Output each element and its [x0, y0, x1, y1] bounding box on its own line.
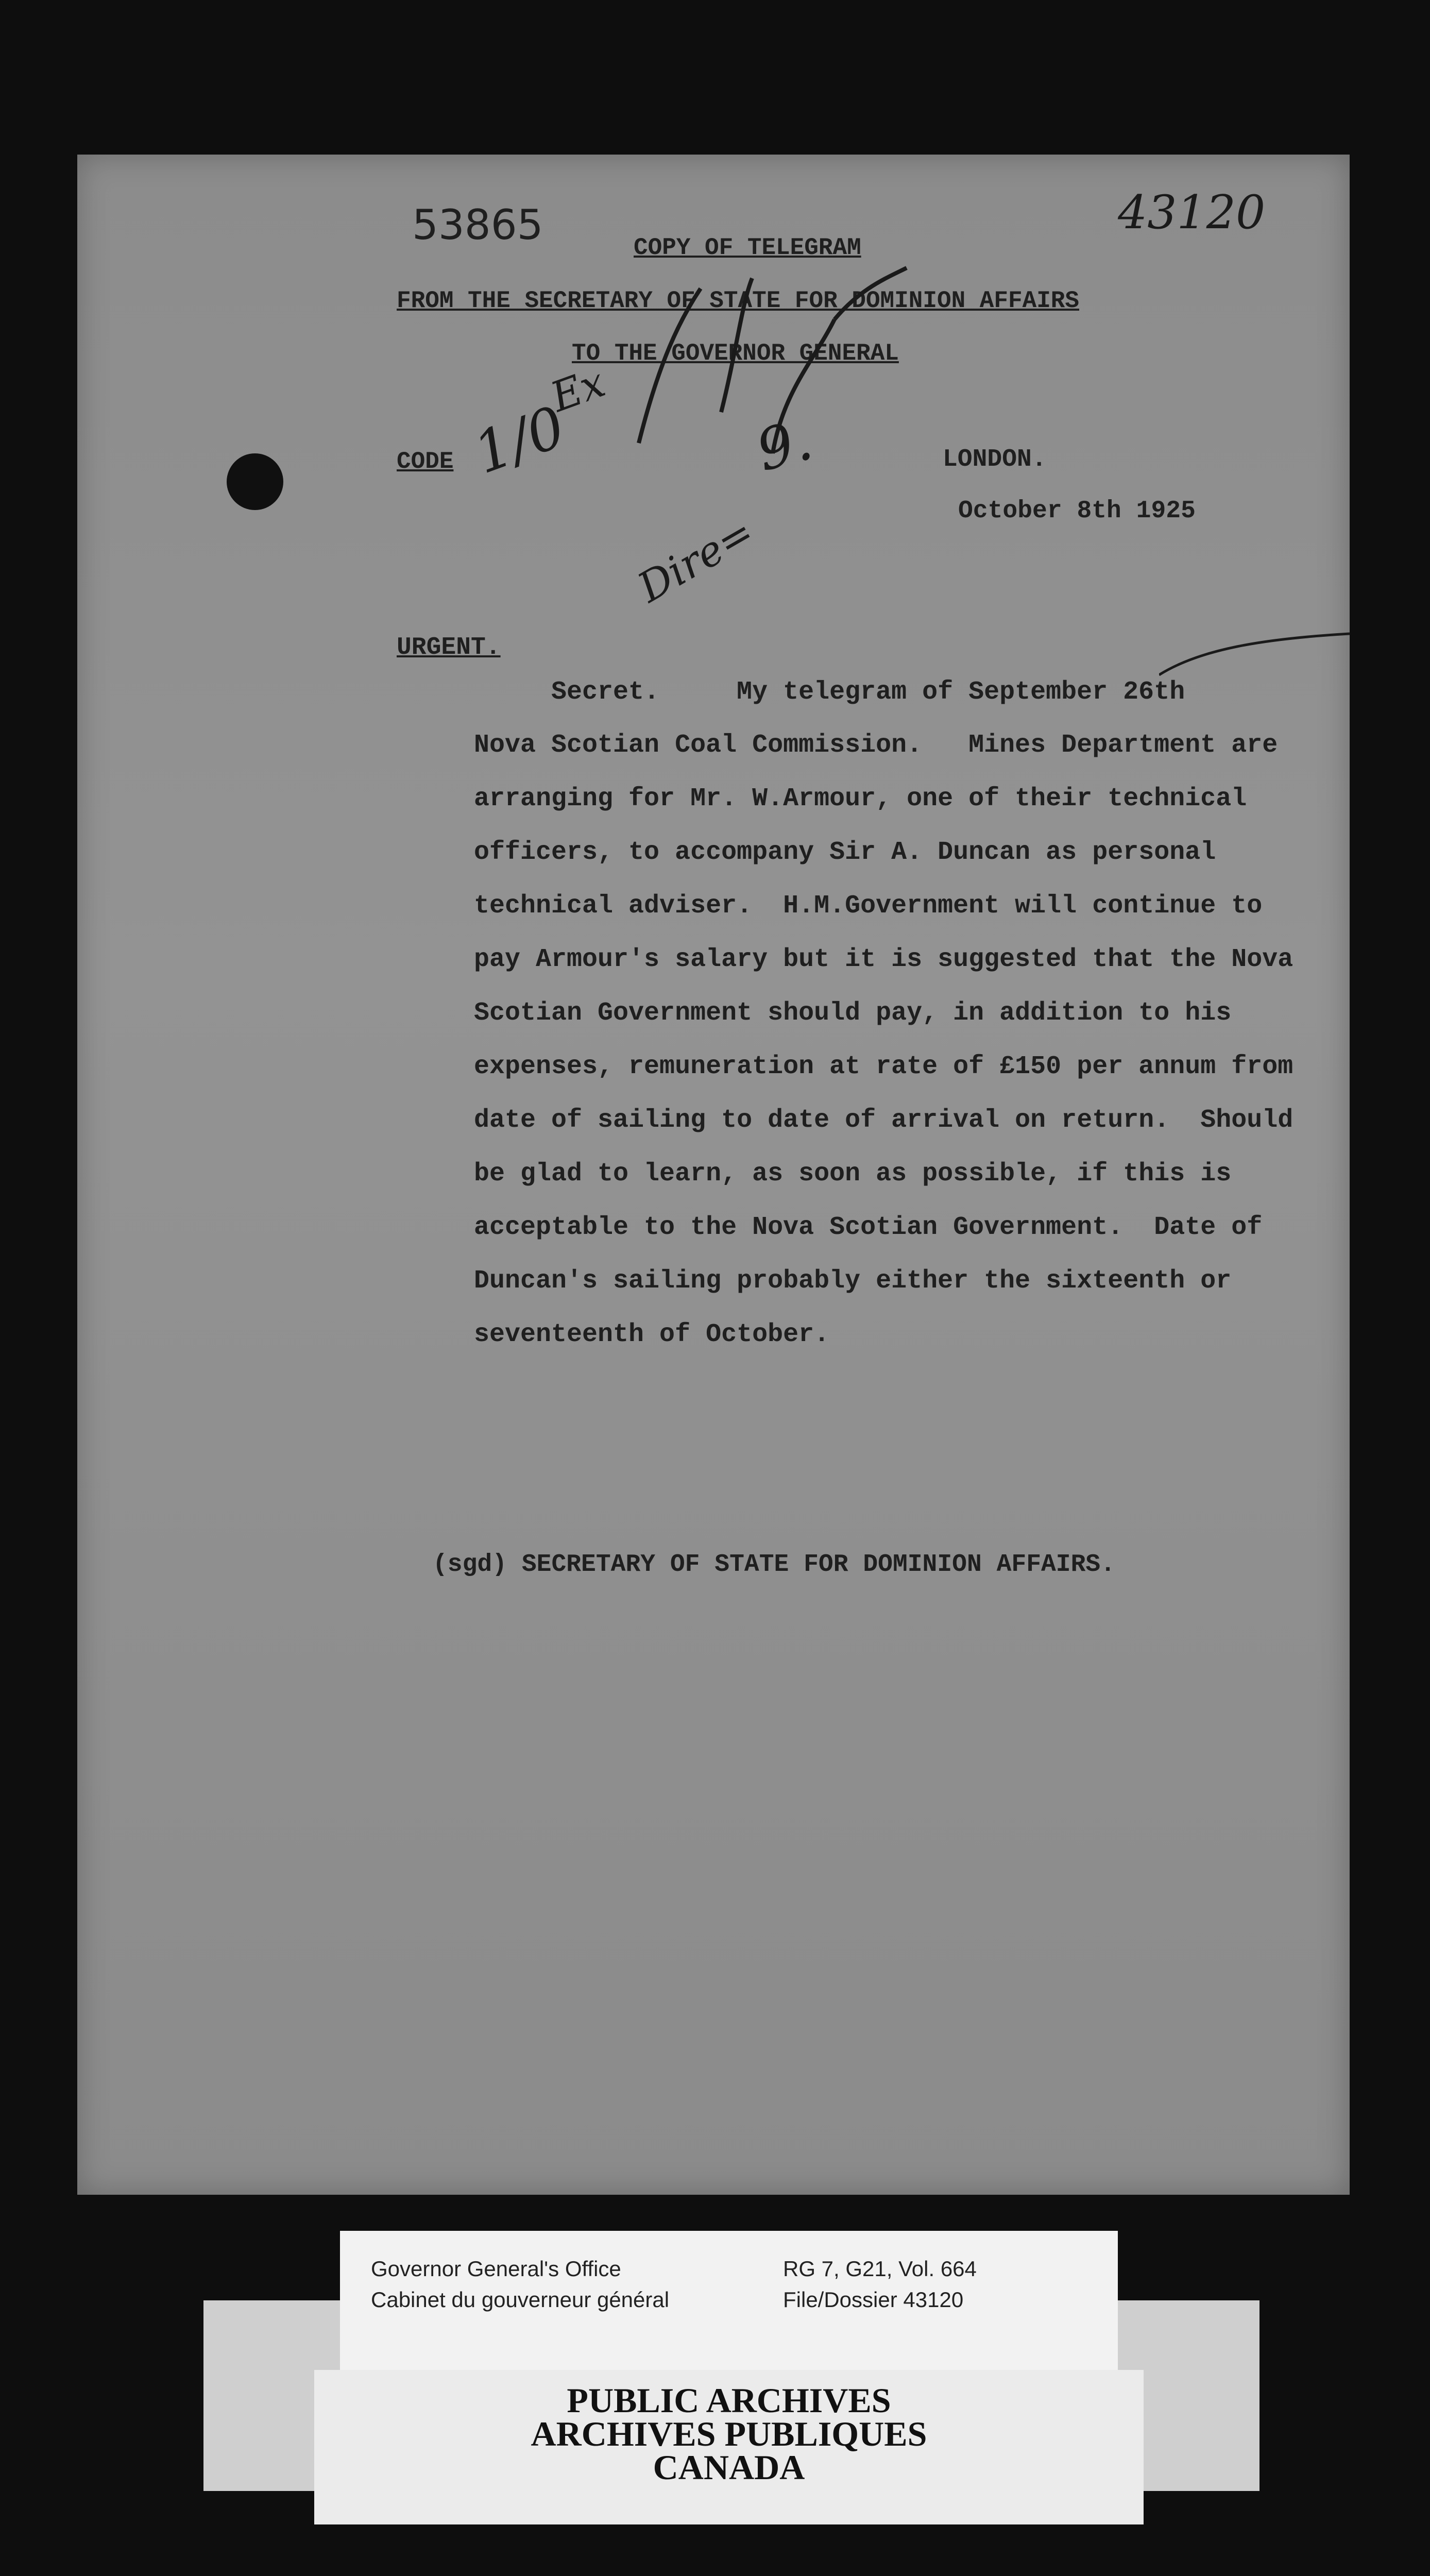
- body-line: arranging for Mr. W.Armour, one of their technical: [474, 784, 1247, 814]
- archives-stamp-line-3: CANADA: [653, 2448, 805, 2487]
- body-line: officers, to accompany Sir A. Duncan as personal: [474, 838, 1216, 867]
- date: October 8th 1925: [958, 497, 1196, 525]
- body-line: acceptable to the Nova Scotian Government. Date of: [474, 1213, 1263, 1242]
- body-line: expenses, remuneration at rate of £150 per annum from: [474, 1052, 1293, 1081]
- archive-id-stamp: 53865: [412, 201, 543, 249]
- archives-stamp: [314, 2370, 1144, 2524]
- body-line: Duncan's sailing probably either the sixteenth or: [474, 1266, 1232, 1296]
- telegram-page: [77, 155, 1350, 2195]
- body-line: Secret. My telegram of September 26th: [551, 677, 1185, 707]
- pen-stroke-line: [1159, 618, 1350, 680]
- body-line: be glad to learn, as soon as possible, if this is: [474, 1159, 1232, 1189]
- archive-label-office-en: Governor General's Office: [371, 2257, 621, 2281]
- body-line: Scotian Government should pay, in addition to his: [474, 998, 1232, 1028]
- archives-stamp-line-1: PUBLIC ARCHIVES: [567, 2381, 891, 2420]
- handwritten-note-4: Dire=: [629, 507, 762, 612]
- signature: (sgd) SECRETARY OF STATE FOR DOMINION AFFAIRS.: [433, 1551, 1116, 1579]
- heading-line-1: COPY OF TELEGRAM: [634, 234, 861, 261]
- place: LONDON.: [943, 446, 1047, 473]
- priority-label: URGENT.: [397, 634, 501, 662]
- code-label: CODE: [397, 448, 454, 475]
- heading-line-3: TO THE GOVERNOR GENERAL: [572, 340, 899, 367]
- body-line: seventeenth of October.: [474, 1320, 830, 1349]
- heading-line-2: FROM THE SECRETARY OF STATE FOR DOMINION AFFAIRS: [397, 287, 1080, 314]
- handwritten-note-3: 9.: [750, 406, 819, 484]
- body-line: pay Armour's salary but it is suggested that the Nova: [474, 945, 1293, 974]
- archives-stamp-line-2: ARCHIVES PUBLIQUES: [531, 2414, 927, 2453]
- handwritten-scribble: [618, 258, 953, 474]
- punch-hole: [227, 453, 283, 510]
- file-number-handwritten: 43120: [1118, 185, 1266, 240]
- body-line: technical adviser. H.M.Government will continue to: [474, 891, 1263, 921]
- archive-label: [340, 2231, 1118, 2380]
- body-line: date of sailing to date of arrival on return. Should: [474, 1106, 1293, 1135]
- archive-label-office-fr: Cabinet du gouverneur général: [371, 2287, 670, 2312]
- handwritten-note-2: Ex: [544, 358, 611, 421]
- archive-label-file: File/Dossier 43120: [783, 2287, 964, 2312]
- body-line: Nova Scotian Coal Commission. Mines Department are: [474, 731, 1278, 760]
- handwritten-note-1: 1/0: [465, 393, 574, 487]
- archive-label-reference: RG 7, G21, Vol. 664: [783, 2257, 977, 2281]
